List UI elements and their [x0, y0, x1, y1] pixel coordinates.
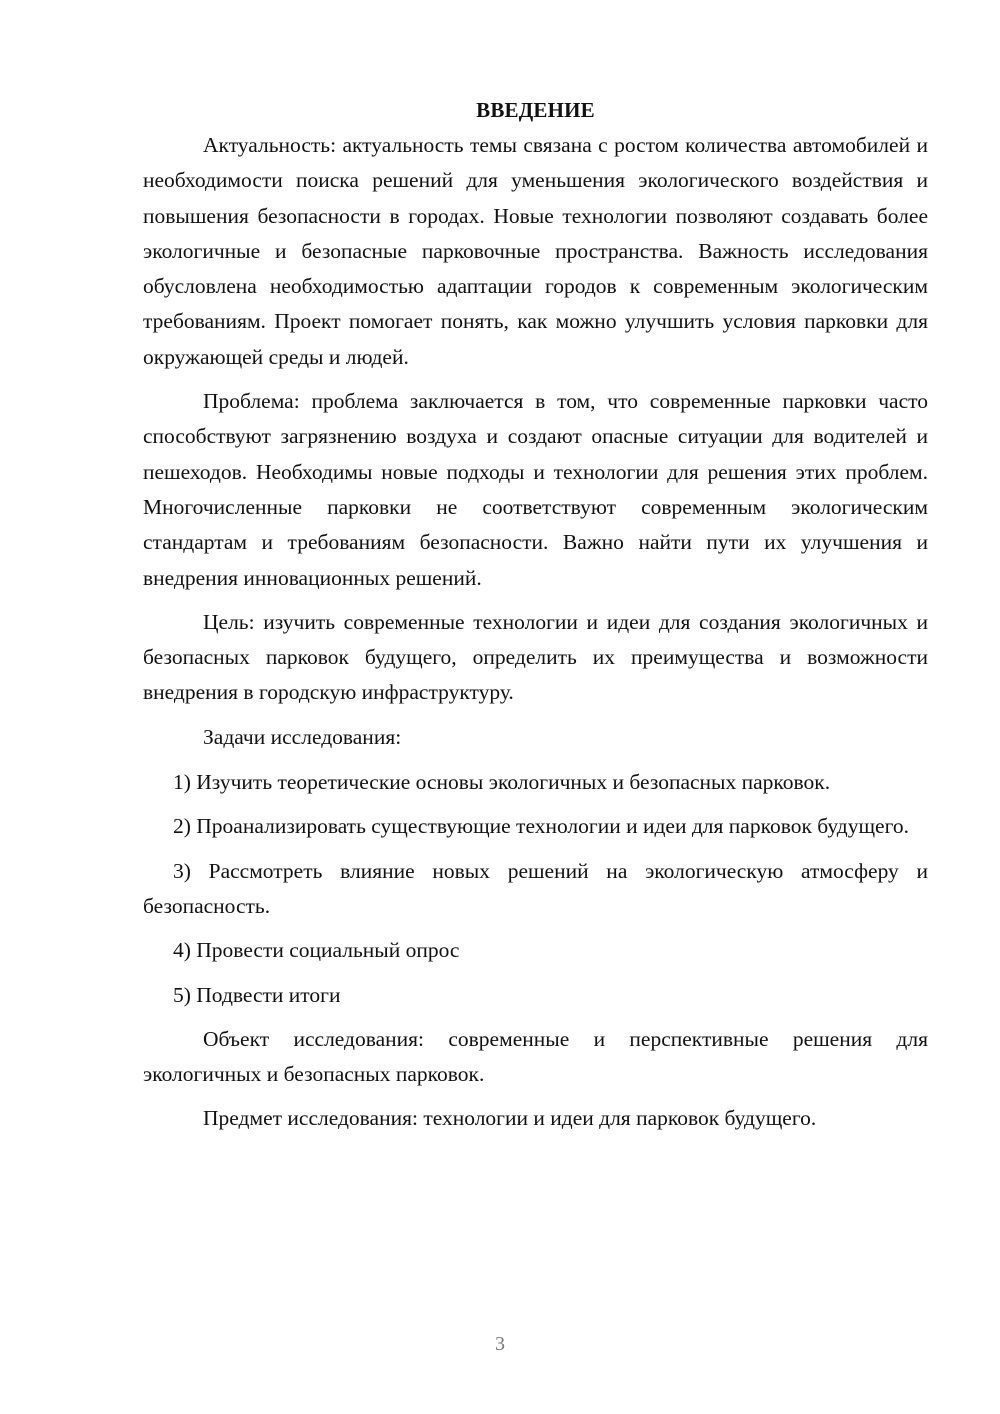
object-paragraph: Объект исследования: современные и перспективные решения для экологичных и безопасных парковок. — [143, 1026, 928, 1087]
subject-paragraph: Предмет исследования: технологии и идеи для парковок будущего. — [203, 1106, 817, 1131]
task-item-4: 4) Провести социальный опрос — [173, 938, 460, 963]
page-content — [143, 93, 928, 1137]
task-item-3: 3) Рассмотреть влияние новых решений на экологическую атмосферу и безопасность. — [143, 858, 928, 918]
page-title: ВВЕДЕНИЕ — [476, 98, 595, 122]
task-item-1: 1) Изучить теоретические основы экологичных и безопасных парковок. — [173, 770, 831, 795]
tasks-heading: Задачи исследования: — [203, 724, 402, 749]
relevance-paragraph: Актуальность: актуальность темы связана с ростом количества автомобилей и необходимости поиска решений для уменьшения экологического воздействия и повышения безопасности в городах. Новые технологии позволяют создавать более экологичные и безопасные парковочные пространства. Важность исследования обусловлена необходимостью адаптации городов к современным экологическим требованиям. Проект помогает понять, как можно улучшить условия парковки для окружающей среды и людей. — [143, 133, 928, 369]
task-item-2: 2) Проанализировать существующие технологии и идеи для парковок будущего. — [173, 814, 909, 839]
page-number: 3 — [495, 1333, 505, 1355]
problem-paragraph: Проблема: проблема заключается в том, что современные парковки часто способствуют загрязнению воздуха и создают опасные ситуации для водителей и пешеходов. Необходимы новые подходы и технологии для решения этих проблем. Многочисленные парковки не соответствуют современным экологическим стандартам и требованиям безопасности. Важно найти пути их улучшения и внедрения инновационных решений. — [143, 389, 928, 590]
task-item-5: 5) Подвести итоги — [173, 982, 341, 1007]
goal-paragraph: Цель: изучить современные технологии и идеи для создания экологичных и безопасных парковок будущего, определить их преимущества и возможности внедрения в городскую инфраструктуру. — [143, 609, 928, 705]
